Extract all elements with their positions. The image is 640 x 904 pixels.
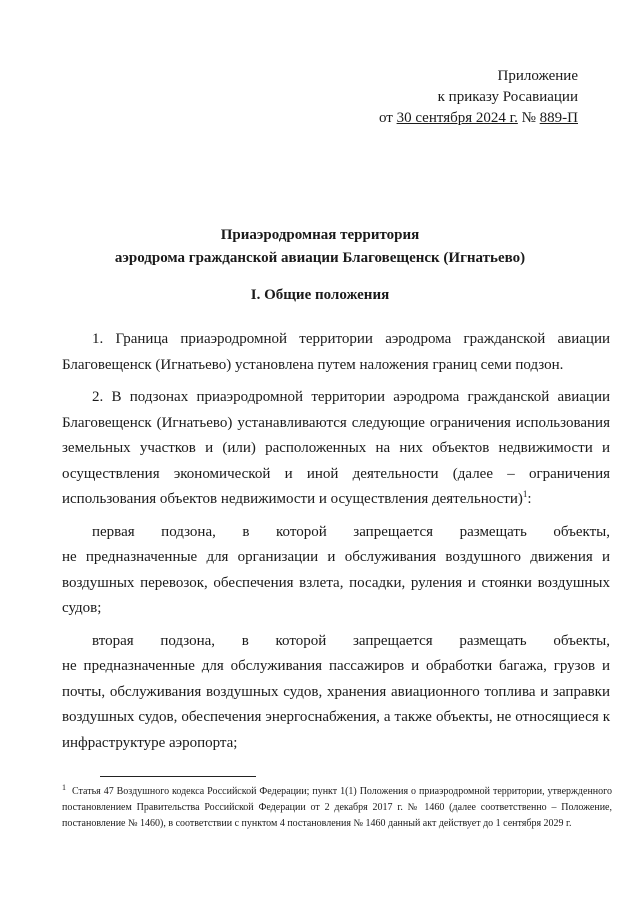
document-body xyxy=(62,327,610,763)
appendix-line-2: к приказу Росавиации xyxy=(437,89,578,105)
paragraph-3-rest: не предназначенные для организации и обслуживания воздушного движения и воздушных перевозок, обеспечения взлета, посадки, руления и стоянки воздушных судов; xyxy=(62,549,610,616)
paragraph-3-lead: первая подзона, в которой запрещается размещать объекты, xyxy=(92,523,610,540)
footnote xyxy=(62,784,612,832)
footnote-marker: 1 xyxy=(62,782,66,792)
footnote-reference: 1 xyxy=(522,489,528,499)
paragraph-2 xyxy=(62,385,610,513)
paragraph-2-end: : xyxy=(527,491,532,507)
footnote-text: Статья 47 Воздушного кодекса Российской Федерации; пункт 1(1) Положения о приаэродромной территории, утвержденного постановлением Правительства Российской Федерации от 2 декабря 2017 г. № 1460 (далее соответственно – Положение, постановление № 1460), в соответствии с пунктом 4 постановления № 1460 данный акт действует до 1 сентября 2029 г. xyxy=(62,786,612,829)
order-number: 889-П xyxy=(539,110,578,126)
appendix-order-line xyxy=(379,108,578,129)
footnote-separator xyxy=(100,776,256,777)
paragraph-4-rest: не предназначенные для обслуживания пассажиров и обработки багажа, грузов и почты, обслуживания воздушных судов, хранения авиационного топлива и заправки воздушных судов, обеспечения энергоснабжения, а также объекты, не относящиеся к инфраструктуре аэропорта; xyxy=(62,658,610,751)
order-date: 30 сентября 2024 г. xyxy=(396,110,518,126)
title-line-1: Приаэродромная территория xyxy=(220,227,420,243)
document-title xyxy=(0,224,640,270)
order-number-sign: № xyxy=(521,110,536,126)
section-heading: I. Общие положения xyxy=(250,287,390,303)
paragraph-4-lead: вторая подзона, в которой запрещается размещать объекты, xyxy=(92,632,610,649)
title-line-2: аэродрома гражданской авиации Благовещенск (Игнатьево) xyxy=(114,250,526,266)
paragraph-2-text: 2. В подзонах приаэродромной территории аэродрома гражданской авиации Благовещенск (Игнатьево) устанавливаются следующие ограничения использования земельных участков и (или) расположенных на них объектов недвижимости и осуществления экономической и иной деятельности (далее – ограничения использования объектов недвижимости и осуществления деятельности) xyxy=(62,389,610,507)
appendix-block xyxy=(379,66,578,129)
paragraph-1: 1. Граница приаэродромной территории аэродрома гражданской авиации Благовещенск (Игнатьево) установлена путем наложения границ семи подзон. xyxy=(62,331,610,373)
appendix-line-1: Приложение xyxy=(497,68,578,84)
appendix-prefix: от xyxy=(378,110,393,126)
